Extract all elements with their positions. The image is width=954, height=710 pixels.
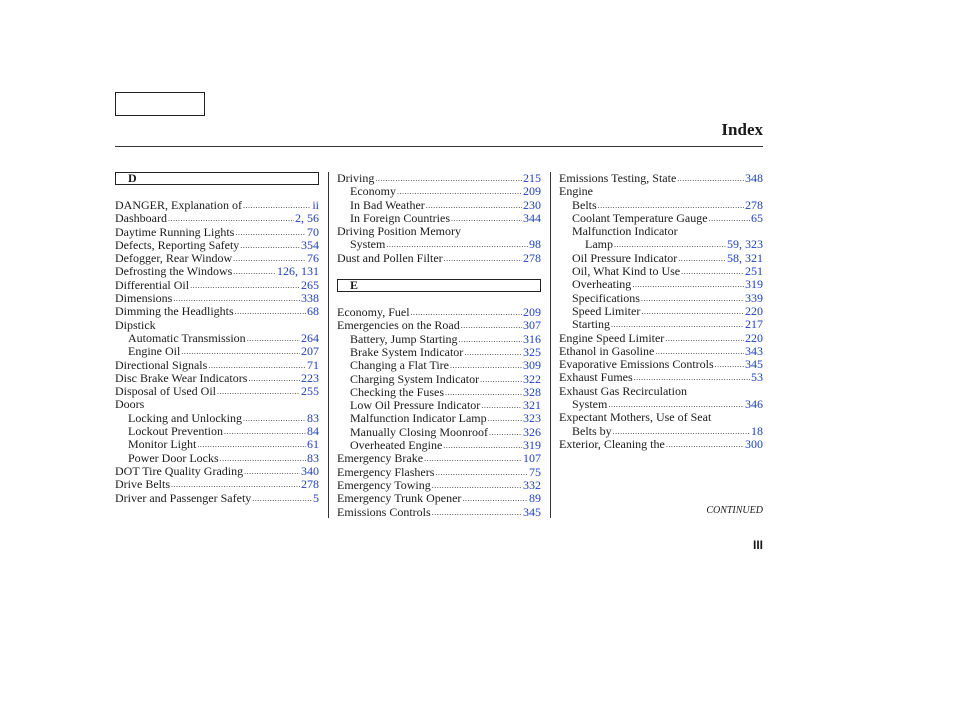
entry-term: Changing a Flat Tire (350, 359, 450, 373)
page-reference-link[interactable]: 126, 131 (277, 265, 319, 279)
page-reference-link[interactable]: 207 (301, 345, 319, 359)
page-reference-link[interactable]: 71 (307, 358, 319, 372)
page-reference-link[interactable]: ii (312, 199, 319, 212)
dot-leader (681, 265, 744, 278)
entry-term: Engine (559, 185, 593, 199)
index-entry (559, 425, 763, 438)
dot-leader (244, 465, 300, 478)
entry-term: Doors (115, 398, 145, 412)
index-entry (559, 371, 763, 384)
entry-list (337, 172, 541, 265)
dot-leader (220, 452, 306, 465)
index-entry (115, 478, 319, 491)
dot-leader (611, 318, 744, 331)
page-reference-link[interactable]: 98 (529, 238, 541, 252)
entry-term: Driving Position Memory (337, 225, 462, 239)
index-entry (115, 398, 319, 411)
entry-term: Exterior, Cleaning the (559, 437, 665, 451)
dot-leader (386, 238, 528, 251)
dot-leader (480, 373, 522, 386)
page-reference-link[interactable]: 18 (751, 424, 763, 438)
page-reference-link[interactable]: 84 (307, 425, 319, 439)
page-reference-link[interactable]: 58, 321 (727, 251, 763, 265)
entry-term: System (572, 398, 608, 412)
index-entry (337, 199, 541, 212)
page-reference-link[interactable]: 345 (745, 358, 763, 372)
dot-leader (181, 345, 300, 358)
index-entry (115, 239, 319, 252)
page-reference-link[interactable]: 344 (523, 211, 541, 225)
index-entry (337, 373, 541, 386)
continued-note: CONTINUED (706, 505, 763, 516)
corner-tab-box (115, 92, 205, 116)
page-title: Index (721, 120, 763, 139)
page-reference-link[interactable]: 53 (751, 371, 763, 385)
dot-leader (435, 466, 528, 479)
page-reference-link[interactable]: 5 (313, 491, 319, 505)
entry-term: DOT Tire Quality Grading (115, 464, 244, 478)
entry-term: Belts by (572, 424, 612, 438)
index-entry (337, 306, 541, 319)
index-entry (115, 279, 319, 292)
page-reference-link[interactable]: 70 (307, 225, 319, 239)
page-reference-link[interactable]: 217 (745, 318, 763, 332)
entry-term: Power Door Locks (128, 451, 219, 465)
page-reference-link[interactable]: 316 (523, 332, 541, 346)
index-entry (115, 226, 319, 239)
entry-term: Dimming the Headlights (115, 305, 234, 319)
dot-leader (208, 359, 306, 372)
entry-term: Speed Limiter (572, 304, 641, 318)
entry-term: Oil Pressure Indicator (572, 251, 678, 265)
dot-leader (247, 332, 300, 345)
index-entry (559, 318, 763, 331)
dot-leader (411, 306, 522, 319)
index-entry (559, 238, 763, 251)
entry-term: Emergency Flashers (337, 465, 435, 479)
dot-leader (171, 478, 300, 491)
page-reference-link[interactable]: 307 (523, 319, 541, 333)
index-entry (115, 319, 319, 332)
entry-term: Battery, Jump Starting (350, 332, 458, 346)
entry-term: Emergency Trunk Opener (337, 492, 462, 506)
entry-term: Exhaust Gas Recirculation (559, 384, 687, 398)
entry-list (337, 306, 541, 519)
entry-term: Dipstick (115, 318, 156, 332)
entry-list (559, 172, 763, 451)
dot-leader (489, 426, 522, 439)
dot-leader (190, 279, 300, 292)
dot-leader (252, 492, 312, 505)
entry-term: Automatic Transmission (128, 331, 246, 345)
index-entry (337, 319, 541, 332)
dot-leader (432, 506, 522, 519)
entry-term: Oil, What Kind to Use (572, 265, 681, 279)
dot-leader (665, 332, 744, 345)
dot-leader (233, 252, 306, 265)
page-reference-link[interactable]: 223 (301, 371, 319, 385)
index-entry (559, 212, 763, 225)
index-entry (115, 305, 319, 318)
dot-leader (451, 212, 522, 225)
page-reference-link[interactable]: 338 (301, 292, 319, 306)
index-entry (337, 252, 541, 265)
index-entry (337, 359, 541, 372)
index-entry (115, 332, 319, 345)
entry-term: Overheating (572, 278, 632, 292)
dot-leader (248, 372, 300, 385)
dot-leader (488, 412, 522, 425)
entry-term: Charging System Indicator (350, 372, 480, 386)
dot-leader (666, 438, 744, 451)
dot-leader (641, 305, 744, 318)
dot-leader (224, 425, 306, 438)
entry-term: Malfunction Indicator (572, 225, 678, 239)
index-entry (337, 506, 541, 519)
index-entry (337, 185, 541, 198)
index-entry (115, 438, 319, 451)
index-entry (337, 412, 541, 425)
entry-term: Specifications (572, 291, 640, 305)
index-entry (115, 265, 319, 278)
entry-term: Driver and Passenger Safety (115, 491, 252, 505)
index-entry (559, 225, 763, 238)
entry-term: Disposal of Used Oil (115, 385, 216, 399)
dot-leader (634, 371, 750, 384)
entry-term: Lamp (585, 238, 613, 252)
index-entry (559, 411, 763, 424)
header-rule (115, 146, 763, 147)
page-reference-link[interactable]: 65 (751, 211, 763, 225)
entry-term: Emergency Towing (337, 478, 431, 492)
entry-term: Emissions Controls (337, 505, 431, 519)
entry-term: DANGER, Explanation of (115, 199, 242, 212)
index-entry (559, 345, 763, 358)
dot-leader (715, 358, 744, 371)
index-entry (337, 346, 541, 359)
dot-leader (641, 292, 744, 305)
page-reference-link[interactable]: 68 (307, 305, 319, 319)
index-entry (559, 332, 763, 345)
page-reference-link[interactable]: 230 (523, 198, 541, 212)
page-reference-link[interactable]: 354 (301, 238, 319, 252)
page-reference-link[interactable]: 59, 323 (727, 238, 763, 252)
index-entry (337, 238, 541, 251)
index-column-2 (337, 172, 541, 519)
page-reference-link[interactable]: 278 (301, 478, 319, 492)
entry-term: Driving (337, 172, 375, 185)
index-entry (115, 425, 319, 438)
page-reference-link[interactable]: 345 (523, 505, 541, 519)
index-entry (115, 385, 319, 398)
entry-term: Ethanol in Gasoline (559, 344, 655, 358)
page-reference-link[interactable]: 209 (523, 185, 541, 199)
page-reference-link[interactable]: 89 (529, 492, 541, 506)
dot-leader (461, 319, 522, 332)
index-entry (559, 252, 763, 265)
dot-leader (598, 199, 744, 212)
dot-leader (235, 305, 306, 318)
index-entry (337, 333, 541, 346)
dot-leader (168, 212, 294, 225)
index-entry (559, 385, 763, 398)
index-entry (115, 212, 319, 225)
index-entry (115, 412, 319, 425)
column-divider (328, 172, 329, 518)
dot-leader (655, 345, 744, 358)
entry-term: Coolant Temperature Gauge (572, 211, 708, 225)
dot-leader (424, 452, 522, 465)
page-reference-link[interactable]: 264 (301, 331, 319, 345)
dot-leader (677, 172, 744, 185)
page-reference-link[interactable]: 83 (307, 451, 319, 465)
entry-term: In Bad Weather (350, 198, 425, 212)
entry-term: Evaporative Emissions Controls (559, 358, 714, 372)
page-reference-link[interactable]: 348 (745, 172, 763, 185)
dot-leader (173, 292, 300, 305)
entry-term: Daytime Running Lights (115, 225, 235, 239)
entry-term: Differential Oil (115, 278, 190, 292)
dot-leader (432, 479, 522, 492)
index-entry (559, 358, 763, 371)
entry-term: Economy, Fuel (337, 306, 410, 320)
page-reference-link[interactable]: 328 (523, 385, 541, 399)
page-reference-link[interactable]: 83 (307, 411, 319, 425)
index-entry (115, 465, 319, 478)
page-reference-link[interactable]: 75 (529, 465, 541, 479)
index-entry (559, 292, 763, 305)
index-entry (337, 399, 541, 412)
entry-term: Defogger, Rear Window (115, 252, 233, 266)
dot-leader (375, 172, 522, 185)
page-reference-link[interactable]: 326 (523, 425, 541, 439)
entry-term: Lockout Prevention (128, 425, 223, 439)
page-reference-link[interactable]: 107 (523, 452, 541, 466)
page-reference-link[interactable]: 332 (523, 478, 541, 492)
entry-term: Emergency Brake (337, 452, 424, 466)
page-reference-link[interactable]: 61 (307, 438, 319, 452)
index-entry (337, 492, 541, 505)
dot-leader (243, 412, 306, 425)
entry-term: Defrosting the Windows (115, 265, 233, 279)
entry-term: Expectant Mothers, Use of Seat (559, 411, 712, 425)
entry-term: Monitor Light (128, 438, 197, 452)
dot-leader (426, 199, 522, 212)
dot-leader (709, 212, 750, 225)
page-reference-link[interactable]: 323 (523, 412, 541, 426)
index-entry (559, 185, 763, 198)
dot-leader (444, 252, 522, 265)
dot-leader (197, 438, 306, 451)
index-entry (559, 199, 763, 212)
entry-term: Emergencies on the Road (337, 319, 460, 333)
index-entry (337, 212, 541, 225)
dot-leader (459, 333, 522, 346)
page-reference-link[interactable]: 209 (523, 306, 541, 320)
entry-term: Dust and Pollen Filter (337, 251, 443, 265)
entry-term: Defects, Reporting Safety (115, 238, 240, 252)
page-number: III (752, 538, 763, 552)
page-reference-link[interactable]: 76 (307, 252, 319, 266)
index-entry (115, 252, 319, 265)
index-column-1 (115, 172, 319, 505)
page-reference-link[interactable]: 343 (745, 344, 763, 358)
page-reference-link[interactable]: 265 (301, 278, 319, 292)
page-reference-link[interactable]: 220 (745, 304, 763, 318)
index-entry (559, 398, 763, 411)
dot-leader (240, 239, 300, 252)
index-entry (115, 372, 319, 385)
index-column-3 (559, 172, 763, 451)
page-reference-link[interactable]: 215 (523, 172, 541, 185)
entry-term: Malfunction Indicator Lamp (350, 412, 487, 426)
index-entry (115, 452, 319, 465)
page-reference-link[interactable]: 346 (745, 398, 763, 412)
index-entry (115, 359, 319, 372)
dot-leader (217, 385, 300, 398)
dot-leader (462, 492, 528, 505)
dot-leader (450, 359, 522, 372)
index-entry (337, 225, 541, 238)
section-letter-d: D (115, 172, 319, 185)
page-reference-link[interactable]: 300 (745, 437, 763, 451)
page-reference-link[interactable]: 278 (523, 251, 541, 265)
dot-leader (678, 252, 726, 265)
entry-term: Directional Signals (115, 358, 208, 372)
index-entry (115, 292, 319, 305)
entry-term: Exhaust Fumes (559, 371, 633, 385)
page-reference-link[interactable]: 339 (745, 291, 763, 305)
entry-term: Economy (350, 185, 396, 199)
index-entry (559, 305, 763, 318)
index-entry (337, 452, 541, 465)
entry-term: Belts (572, 198, 597, 212)
page-reference-link[interactable]: 322 (523, 372, 541, 386)
dot-leader (481, 399, 522, 412)
entry-term: Disc Brake Wear Indicators (115, 371, 248, 385)
page-reference-link[interactable]: 255 (301, 385, 319, 399)
index-entry (559, 172, 763, 185)
index-entry (337, 426, 541, 439)
page-reference-link[interactable]: 319 (523, 439, 541, 453)
index-entry (115, 199, 319, 212)
entry-term: Engine Speed Limiter (559, 331, 665, 345)
entry-term: Starting (572, 318, 610, 332)
index-entry (559, 278, 763, 291)
dot-leader (613, 425, 750, 438)
entry-term: Engine Oil (128, 345, 181, 359)
index-entry (337, 479, 541, 492)
index-entry (115, 345, 319, 358)
dot-leader (632, 278, 744, 291)
dot-leader (243, 199, 311, 212)
page-reference-link[interactable]: 321 (523, 399, 541, 413)
index-entry (559, 265, 763, 278)
entry-term: System (350, 238, 386, 252)
entry-term: Overheated Engine (350, 439, 443, 453)
entry-term: Brake System Indicator (350, 345, 464, 359)
entry-term: Low Oil Pressure Indicator (350, 399, 481, 413)
index-entry (337, 172, 541, 185)
page-reference-link[interactable]: 309 (523, 359, 541, 373)
page-reference-link[interactable]: 278 (745, 198, 763, 212)
column-divider (550, 172, 551, 518)
entry-list (115, 199, 319, 505)
dot-leader (443, 439, 522, 452)
entry-term: Locking and Unlocking (128, 411, 242, 425)
entry-term: Manually Closing Moonroof (350, 425, 488, 439)
dot-leader (445, 386, 522, 399)
page-reference-link[interactable]: 251 (745, 265, 763, 279)
page-reference-link[interactable]: 220 (745, 331, 763, 345)
section-letter-e: E (337, 279, 541, 292)
index-entry (337, 466, 541, 479)
page-reference-link[interactable]: 325 (523, 345, 541, 359)
dot-leader (235, 226, 306, 239)
index-entry (115, 492, 319, 505)
entry-term: Checking the Fuses (350, 385, 444, 399)
index-entry (559, 438, 763, 451)
entry-term: Dimensions (115, 292, 173, 306)
entry-term: Dashboard (115, 212, 167, 226)
dot-leader (464, 346, 522, 359)
page-reference-link[interactable]: 2, 56 (295, 212, 319, 226)
page-reference-link[interactable]: 340 (301, 464, 319, 478)
index-entry (337, 386, 541, 399)
entry-term: Drive Belts (115, 478, 170, 492)
entry-term: Emissions Testing, State (559, 172, 677, 185)
dot-leader (397, 185, 522, 198)
dot-leader (614, 238, 726, 251)
entry-term: In Foreign Countries (350, 211, 450, 225)
index-entry (337, 439, 541, 452)
dot-leader (233, 265, 276, 278)
page-reference-link[interactable]: 319 (745, 278, 763, 292)
dot-leader (608, 398, 744, 411)
